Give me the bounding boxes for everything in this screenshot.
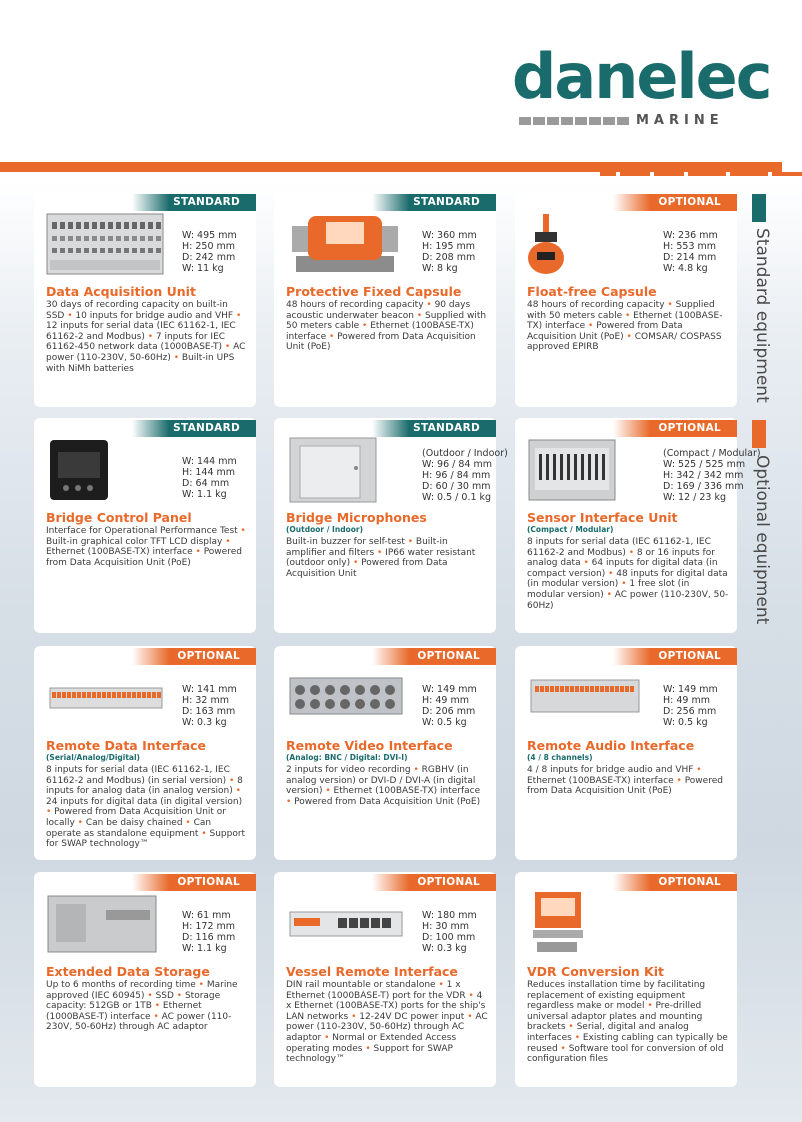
product-card (34, 646, 256, 860)
bullet-separator: • (693, 765, 702, 775)
feature-text: Support for SWAP technology™ (286, 1043, 453, 1065)
card-subtitle: (Compact / Modular) (527, 525, 614, 534)
card-dimensions (182, 910, 235, 954)
feature-text: AC power (110-230V, 50-60Hz) through AC adaptor (286, 1011, 488, 1043)
feature-text: 48 inputs for digital data (in modular version) (527, 568, 728, 590)
dimension-line: W: 495 mm (182, 230, 237, 241)
bullet-separator: • (173, 990, 185, 1001)
control-panel-image (46, 438, 164, 502)
dimension-line: H: 96 / 84 mm (422, 470, 491, 481)
dimension-line: W: 149 mm (422, 684, 477, 695)
capsule-image (286, 212, 404, 276)
bullet-separator: • (144, 331, 156, 342)
product-card (515, 872, 737, 1087)
feature-text: Marine approved (IEC 60945) (46, 980, 238, 1001)
feature-text: 48 hours of recording capacity (286, 300, 424, 310)
feature-text: Supplied with 50 meters cable (286, 310, 487, 332)
dimension-line: D: 60 / 30 mm (422, 481, 491, 492)
bullet-separator: • (359, 321, 371, 332)
bullet-separator: • (571, 1032, 583, 1043)
feature-text: IP66 water resistant (outdoor only) (286, 547, 476, 569)
optional-marker (752, 420, 766, 448)
danelec-logo: danelec (512, 40, 771, 113)
dimension-line: W: 0.5 / 0.1 kg (422, 492, 492, 503)
bullet-separator: • (233, 310, 242, 321)
bullet-separator: • (557, 1043, 569, 1054)
feature-text: Ethernet (100BASE-TX) interface (286, 321, 474, 342)
bullet-separator: • (198, 828, 210, 839)
bullet-separator: • (465, 990, 477, 1001)
card-dimensions (182, 456, 237, 500)
card-badge: OPTIONAL (372, 874, 496, 891)
card-badge: STANDARD (132, 420, 256, 437)
bullet-separator: • (625, 547, 637, 558)
dimension-line: W: 4.8 kg (663, 263, 708, 274)
bullet-separator: • (565, 1022, 577, 1033)
orange-header-band (0, 162, 782, 172)
card-subtitle: (Outdoor / Indoor) (286, 525, 363, 534)
card-subtitle: (4 / 8 channels) (527, 753, 593, 762)
bullet-separator: • (618, 579, 630, 590)
feature-text: Ethernet (100BASE-TX) interface (46, 547, 193, 558)
card-title: Extended Data Storage (46, 964, 210, 979)
feature-text: Can operate as standalone equipment (46, 817, 212, 839)
feature-text: Powered from Data Acquisition Unit (PoE) (286, 331, 476, 353)
standard-equipment-label: Standard equipment (752, 228, 772, 403)
dimension-line: W: 0.3 kg (422, 943, 467, 954)
dimension-line: W: 1.1 kg (182, 489, 227, 500)
bullet-separator: • (673, 775, 685, 786)
dimension-line: D: 100 mm (422, 932, 476, 943)
feature-text: 90 days acoustic underwater beacon (286, 300, 471, 321)
dimension-line: H: 49 mm (422, 695, 469, 706)
feature-text: Built-in graphical color TFT LCD display (46, 536, 223, 547)
bullet-separator: • (348, 1011, 360, 1022)
card-description (46, 300, 248, 374)
dimension-line: D: 64 mm (182, 478, 230, 489)
bullet-separator: • (362, 1043, 374, 1054)
card-description (286, 537, 488, 579)
dimension-line: D: 206 mm (422, 706, 476, 717)
dimension-line: H: 172 mm (182, 921, 236, 932)
feature-text: Built-in buzzer for self-test (286, 537, 405, 547)
card-title: Data Acquisition Unit (46, 284, 196, 299)
card-description (527, 537, 729, 611)
dimension-line: H: 30 mm (422, 921, 469, 932)
card-title: Bridge Microphones (286, 510, 427, 525)
feature-text: Ethernet (100BASE-TX) interface (527, 775, 674, 786)
feature-text: Existing cabling can typically be reused (527, 1032, 728, 1054)
band-ticks (600, 172, 802, 176)
bullet-separator: • (423, 300, 435, 310)
feature-text: 48 hours of recording capacity (527, 300, 665, 310)
bullet-separator: • (170, 352, 182, 363)
bullet-separator: • (644, 1001, 656, 1012)
card-badge: OPTIONAL (372, 648, 496, 665)
bullet-separator: • (222, 342, 234, 353)
bullet-separator: • (435, 980, 447, 990)
feature-text: COMSAR/ COSPASS approved EPIRB (527, 331, 722, 353)
bullet-separator: • (182, 817, 194, 828)
bullet-separator: • (410, 765, 422, 775)
product-card (274, 418, 508, 633)
dimension-line: W: 61 mm (182, 910, 231, 921)
bullet-separator: • (464, 1011, 476, 1022)
feature-text: Reduces installation time by facilitating replacement of existing equipment regardless make or model (527, 980, 706, 1012)
bullet-separator: • (585, 321, 597, 332)
card-badge: STANDARD (372, 194, 496, 211)
dimension-line: H: 32 mm (182, 695, 229, 706)
dimension-line: D: 242 mm (182, 252, 236, 263)
feature-text: 8 inputs for serial data (IEC 61162-1, IEC 61162-2 and Modbus) (527, 537, 711, 558)
switch-image (286, 892, 404, 956)
feature-text: Ethernet (100BASE-TX) interface (527, 310, 723, 332)
feature-text: Powered from Data Acquisition Unit (PoE) (527, 321, 683, 342)
card-badge: STANDARD (372, 420, 496, 437)
feature-text: 7 inputs for IEC 61162-450 network data (1000BASE-T) (46, 331, 226, 353)
feature-text: AC power (110-230V, 50-60Hz) (527, 589, 729, 611)
bullet-separator: • (664, 300, 676, 310)
card-badge: STANDARD (132, 194, 256, 211)
feature-text: 12-24V DC power input (359, 1011, 465, 1022)
optional-equipment-label: Optional equipment (752, 455, 772, 625)
bullet-separator: • (322, 786, 334, 797)
feature-text: 8 or 16 inputs for analog data (527, 547, 715, 569)
sensor-unit-image (527, 438, 645, 502)
dimension-line: H: 553 mm (663, 241, 717, 252)
feature-text: AC power (110-230V, 50-60Hz) (46, 342, 246, 363)
logo-bars (519, 117, 629, 125)
terminal-block-image (46, 666, 164, 730)
feature-text: Serial, digital and analog interfaces (527, 1022, 689, 1043)
bullet-separator: • (222, 536, 231, 547)
rack-unit-image (46, 212, 164, 276)
feature-text: 4 x Ethernet (100BASE-TX) ports for the ship's LAN networks (286, 990, 486, 1022)
feature-text: Can be daisy chained (85, 817, 183, 828)
card-dimensions (182, 230, 237, 274)
audio-interface-image (527, 666, 645, 730)
card-title: Bridge Control Panel (46, 510, 192, 525)
dimension-line: (Outdoor / Indoor) (422, 448, 508, 459)
card-subtitle: (Analog: BNC / Digital: DVI-I) (286, 753, 408, 762)
bullet-separator: • (350, 558, 362, 569)
product-card (34, 872, 256, 1087)
dimension-line: W: 149 mm (663, 684, 718, 695)
feature-text: Pre-drilled universal adaptor plates and mounting brackets (527, 1001, 703, 1033)
float-capsule-image (527, 212, 645, 276)
bullet-separator: • (226, 775, 238, 786)
standard-marker (752, 194, 766, 222)
dimension-line: W: 8 kg (422, 263, 458, 274)
card-title: Vessel Remote Interface (286, 964, 458, 979)
bullet-separator: • (580, 558, 592, 569)
dimension-line: H: 195 mm (422, 241, 476, 252)
logo-tagline: MARINE (636, 113, 724, 128)
bullet-separator: • (414, 310, 426, 321)
card-title: VDR Conversion Kit (527, 964, 664, 979)
bullet-separator: • (74, 817, 86, 828)
product-card (515, 418, 761, 633)
product-card (34, 192, 256, 407)
feature-text: Ethernet (100BASE-TX) interface (333, 786, 481, 797)
feature-text: Interface for Operational Performance Test (46, 526, 238, 536)
bullet-separator: • (150, 1011, 162, 1022)
storage-image (46, 892, 164, 956)
card-title: Float-free Capsule (527, 284, 657, 299)
card-dimensions (422, 684, 477, 728)
card-description (286, 300, 488, 353)
conversion-kit-image (527, 892, 645, 956)
card-description (46, 980, 248, 1033)
dimension-line: W: 96 / 84 mm (422, 459, 493, 470)
feature-text: Software tool for conversion of old configuration files (527, 1043, 724, 1065)
feature-text: Built-in UPS with NiMh batteries (46, 352, 235, 374)
dimension-line: D: 116 mm (182, 932, 236, 943)
feature-text: Up to 6 months of recording time (46, 980, 196, 990)
bullet-separator: • (151, 1001, 163, 1012)
bullet-separator: • (195, 980, 207, 990)
feature-text: Normal or Extended Access operating modes (286, 1032, 457, 1054)
feature-text: Support for SWAP technology™ (46, 828, 246, 850)
feature-text: 10 inputs for bridge audio and VHF (75, 310, 234, 321)
product-card (34, 418, 256, 633)
card-badge: OPTIONAL (613, 874, 737, 891)
bullet-separator: • (232, 786, 241, 797)
microphone-image (286, 438, 404, 502)
feature-text: DIN rail mountable or standalone (286, 980, 436, 990)
card-description (46, 526, 248, 568)
feature-text: 1 x Ethernet (1000BASE-T) port for the VDR (286, 980, 466, 1001)
product-card (515, 646, 737, 860)
dimension-line: D: 256 mm (663, 706, 717, 717)
card-title: Remote Audio Interface (527, 738, 695, 753)
feature-text: 4 / 8 inputs for bridge audio and VHF (527, 765, 694, 775)
card-title: Remote Video Interface (286, 738, 453, 753)
card-title: Remote Data Interface (46, 738, 207, 753)
dimension-line: H: 250 mm (182, 241, 236, 252)
card-badge: OPTIONAL (613, 648, 737, 665)
dimension-line: D: 169 / 336 mm (663, 481, 744, 492)
card-description (527, 765, 729, 797)
dimension-line: W: 525 / 525 mm (663, 459, 746, 470)
card-dimensions (422, 448, 508, 503)
feature-text: 8 inputs for serial data (IEC 61162-1, IEC 61162-2 and Modbus) (in serial version) (46, 765, 230, 786)
card-badge: OPTIONAL (613, 194, 737, 211)
feature-text: AC power (110-230V, 50-60Hz) through AC adaptor (46, 1011, 232, 1033)
card-dimensions (663, 684, 718, 728)
dimension-line: W: 360 mm (422, 230, 477, 241)
card-title: Protective Fixed Capsule (286, 284, 462, 299)
card-description (286, 765, 488, 807)
feature-text: 64 inputs for digital data (in compact version) (527, 558, 718, 579)
feature-text: 24 inputs for digital data (in digital version) (46, 796, 243, 807)
bullet-separator: • (603, 589, 615, 600)
feature-text: 30 days of recording capacity on built-in SSD (46, 300, 228, 321)
bullet-separator: • (192, 547, 204, 558)
bullet-separator: • (321, 1032, 333, 1043)
dimension-line: H: 49 mm (663, 695, 710, 706)
bullet-separator: • (46, 807, 55, 818)
bullet-separator: • (237, 526, 246, 536)
card-description (527, 980, 729, 1065)
feature-text: Powered from Data Acquisition Unit (286, 558, 448, 579)
feature-text: Powered from Data Acquisition Unit (PoE) (527, 775, 723, 797)
product-card (274, 192, 496, 407)
dimension-line: D: 163 mm (182, 706, 236, 717)
product-card (274, 872, 496, 1087)
dimension-line: W: 1.1 kg (182, 943, 227, 954)
card-dimensions (663, 230, 718, 274)
bullet-separator: • (64, 310, 76, 321)
dimension-line: W: 12 / 23 kg (663, 492, 727, 503)
card-description (46, 765, 248, 850)
feature-text: SSD (155, 990, 174, 1001)
dimension-line: W: 180 mm (422, 910, 477, 921)
dimension-line: (Compact / Modular) (663, 448, 761, 459)
dimension-line: H: 144 mm (182, 467, 236, 478)
feature-text: Supplied with 50 meters cable (527, 300, 715, 321)
bullet-separator: • (605, 568, 617, 579)
card-dimensions (422, 230, 477, 274)
bullet-separator: • (326, 331, 338, 342)
feature-text: 1 free slot (in modular version) (527, 579, 690, 600)
video-interface-image (286, 666, 404, 730)
card-dimensions (663, 448, 761, 503)
feature-text: RGBHV (in analog version) or DVI-D / DVI-A (in digital version) (286, 765, 476, 797)
card-badge: OPTIONAL (132, 648, 256, 665)
feature-text: Powered from Data Acquisition Unit or locally (46, 807, 226, 828)
card-subtitle: (Serial/Analog/Digital) (46, 753, 140, 762)
bullet-separator: • (286, 796, 295, 807)
dimension-line: W: 0.5 kg (663, 717, 708, 728)
product-card (515, 192, 737, 407)
feature-text: Powered from Data Acquisition Unit (PoE) (46, 547, 242, 568)
dimension-line: W: 0.5 kg (422, 717, 467, 728)
card-dimensions (422, 910, 477, 954)
dimension-line: H: 342 / 342 mm (663, 470, 744, 481)
bullet-separator: • (623, 331, 635, 342)
bullet-separator: • (374, 547, 386, 558)
feature-text: 8 inputs for analog data (in analog version) (46, 775, 243, 797)
dimension-line: W: 11 kg (182, 263, 224, 274)
dimension-line: W: 144 mm (182, 456, 237, 467)
feature-text: Storage capacity: 512GB or 1TB (46, 990, 221, 1012)
feature-text: Powered from Data Acquisition Unit (PoE) (294, 796, 481, 807)
dimension-line: W: 141 mm (182, 684, 237, 695)
card-title: Sensor Interface Unit (527, 510, 678, 525)
card-description (286, 980, 488, 1065)
bullet-separator: • (404, 537, 416, 547)
feature-text: 12 inputs for serial data (IEC 61162-1, IEC 61162-2 and Modbus) (46, 321, 236, 342)
card-description (527, 300, 729, 353)
bullet-separator: • (144, 990, 156, 1001)
product-card (274, 646, 496, 860)
card-dimensions (182, 684, 237, 728)
dimension-line: W: 236 mm (663, 230, 718, 241)
feature-text: Built-in amplifier and filters (286, 537, 448, 558)
feature-text: 2 inputs for video recording (286, 765, 411, 775)
dimension-line: W: 0.3 kg (182, 717, 227, 728)
card-badge: OPTIONAL (613, 420, 737, 437)
card-badge: OPTIONAL (132, 874, 256, 891)
feature-text: Ethernet (1000BASE-T) interface (46, 1001, 202, 1022)
dimension-line: D: 208 mm (422, 252, 476, 263)
bullet-separator: • (622, 310, 634, 321)
dimension-line: D: 214 mm (663, 252, 717, 263)
